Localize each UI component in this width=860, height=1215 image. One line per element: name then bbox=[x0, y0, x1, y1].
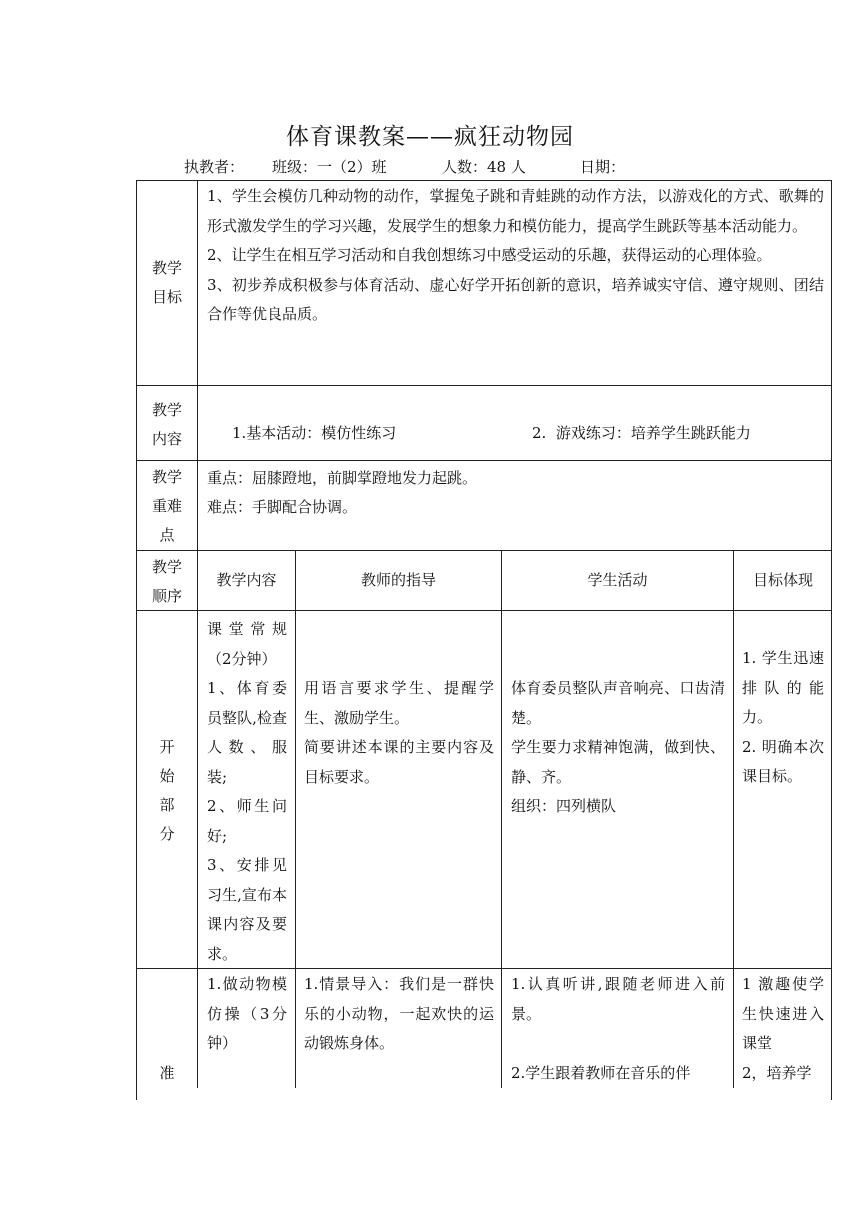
goal-item: 2、让学生在相互学习活动和自我创想练习中感受运动的乐趣，获得运动的心理体验。 bbox=[207, 246, 772, 264]
col-divider bbox=[197, 180, 198, 1088]
col-divider bbox=[295, 550, 296, 1088]
meta-count: 人数：48 人 bbox=[442, 158, 526, 176]
document-title: 体育课教案——疯狂动物园 bbox=[286, 124, 574, 150]
content-item-1: 1.基本活动：模仿性练习 bbox=[232, 424, 397, 442]
row-prepare-teacher: 1.情景导入：我们是一群快乐的小动物，一起欢快的运动锻炼身体。 bbox=[304, 975, 494, 1052]
difficulty-key: 重点：屈膝蹬地，前脚掌蹬地发力起跳。 bbox=[207, 469, 478, 487]
header-content: 教学内容 bbox=[216, 571, 277, 589]
col-divider bbox=[501, 550, 502, 1088]
meta-date: 日期： bbox=[580, 158, 626, 176]
content-label: 教学 内容 bbox=[151, 401, 182, 448]
row-start-student: 体育委员整队声音响亮、口齿清楚。 学生要力求精神饱满，做到快、静、齐。 组织：四列横队 bbox=[511, 679, 725, 815]
header-order: 教学 顺序 bbox=[151, 558, 182, 605]
row-prepare-content: 1.做动物模仿操（3分钟） bbox=[207, 975, 287, 1052]
row-start-teacher: 用语言要求学生、提醒学生、激励学生。 简要讲述本课的主要内容及目标要求。 bbox=[304, 679, 494, 786]
row-start-content: 课堂常规（2分钟） 1、体育委员整队,检查人数、服装; 2、师生问好; 3、安排见习生,宣布本课内容及要求。 bbox=[207, 620, 287, 963]
difficulty-hard: 难点：手脚配合协调。 bbox=[207, 498, 358, 516]
content-item-2: 2. 游戏练习：培养学生跳跃能力 bbox=[532, 424, 751, 442]
row-divider bbox=[136, 550, 832, 551]
meta-teacher: 执教者： bbox=[184, 158, 245, 176]
row-divider bbox=[136, 460, 832, 461]
goal-item: 1、学生会模仿几种动物的动作，掌握兔子跳和青蛙跳的动作方法，以游戏化的方式、歌舞的形式激发学生的学习兴趣，发展学生的想象力和模仿能力，提高学生跳跃等基本活动能力。 bbox=[207, 187, 824, 235]
phase-prepare-label: 准 bbox=[159, 1064, 175, 1082]
header-goal: 目标体现 bbox=[752, 571, 813, 589]
difficulty-label: 教学 重难 点 bbox=[151, 468, 182, 544]
meta-class: 班级：一（2）班 bbox=[272, 158, 387, 176]
row-start-goal: 1. 学生迅速排队的能力。 2. 明确本次课目标。 bbox=[742, 649, 824, 785]
goals-label: 教学 目标 bbox=[151, 259, 182, 306]
row-divider bbox=[136, 385, 832, 386]
header-teacher: 教师的指导 bbox=[360, 571, 436, 589]
col-divider bbox=[733, 550, 734, 1088]
row-divider bbox=[136, 610, 832, 611]
header-student: 学生活动 bbox=[587, 571, 648, 589]
phase-start-label: 开 始 部 分 bbox=[159, 738, 175, 843]
goal-item: 3、初步养成积极参与体育活动、虚心好学开拓创新的意识，培养诚实守信、遵守规则、团结合作等优良品质。 bbox=[207, 275, 824, 323]
row-prepare-goal: 1 激趣使学生快速进入课堂 2，培养学 bbox=[742, 975, 824, 1082]
row-prepare-student: 1.认真听讲,跟随老师进入前景。 2.学生跟着教师在音乐的伴 bbox=[511, 975, 725, 1082]
goals-text bbox=[207, 182, 824, 330]
